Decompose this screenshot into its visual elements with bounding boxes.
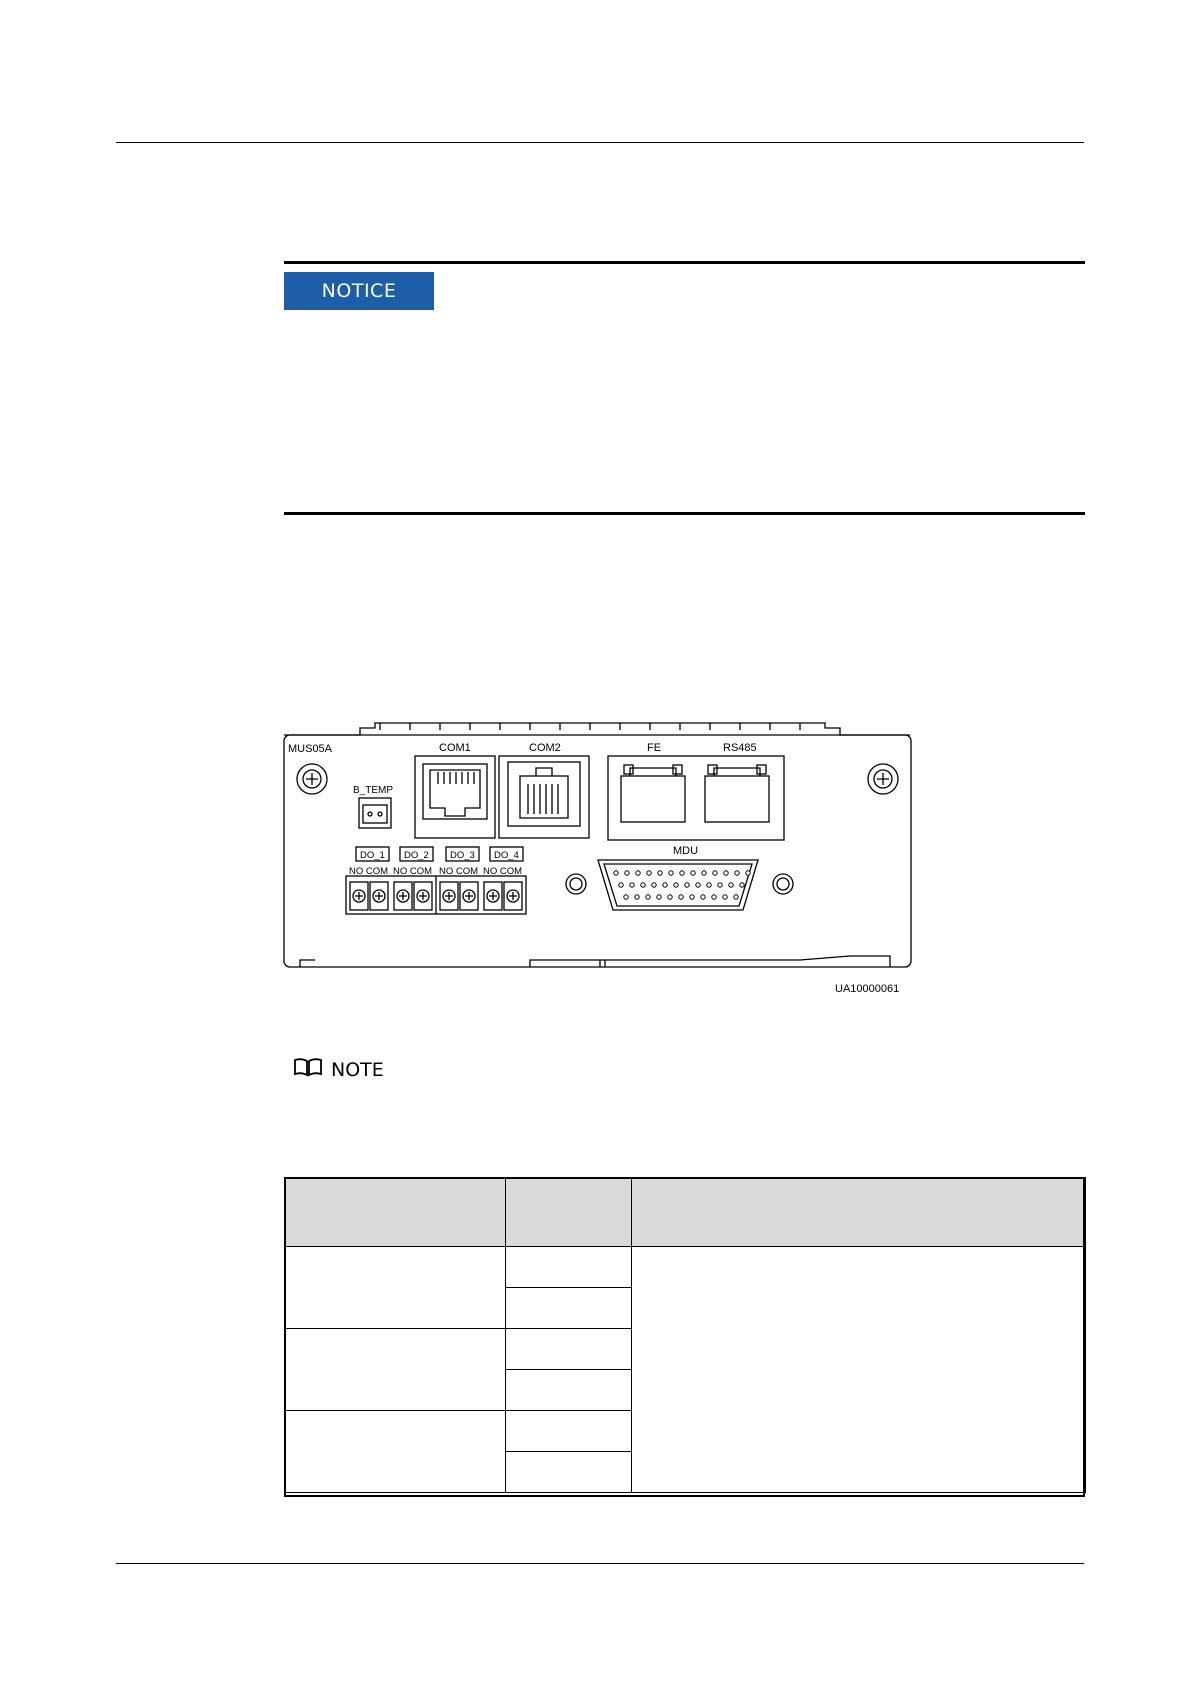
table-cell (506, 1452, 632, 1493)
com1-label: COM1 (439, 742, 471, 754)
table-cell (506, 1288, 632, 1329)
notice-badge (284, 272, 434, 310)
book-icon (293, 1057, 323, 1082)
table-cell (506, 1411, 632, 1452)
panel-top-edge (284, 723, 910, 735)
rs485-label: RS485 (723, 742, 757, 754)
table-cell (506, 1370, 632, 1411)
mdu-left-nut (566, 874, 586, 894)
table-cell (506, 1247, 632, 1288)
figure-code: UA10000061 (835, 983, 900, 995)
do3-label: DO_3 (450, 850, 475, 861)
table-row (285, 1247, 1086, 1288)
com1-port (415, 756, 495, 838)
table-cell (285, 1329, 506, 1411)
header-rule (116, 142, 1084, 143)
panel-bottom-rail (300, 956, 890, 967)
do4-label: DO_4 (494, 850, 519, 861)
mdu-right-nut (773, 874, 793, 894)
do2-pins: NO COM (393, 866, 433, 877)
b-temp-label: B_TEMP (353, 785, 394, 796)
table-header-cell (632, 1178, 1086, 1247)
table-header-row (285, 1178, 1086, 1247)
mdu-label: MDU (673, 845, 699, 857)
table-header-cell (285, 1178, 506, 1247)
do1-label: DO_1 (360, 850, 385, 861)
com2-label: COM2 (529, 742, 561, 754)
model-label: MUS05A (288, 743, 333, 755)
table-header-cell (506, 1178, 632, 1247)
do4-pins: NO COM (483, 866, 523, 877)
do1-pins: NO COM (349, 866, 389, 877)
table-cell (285, 1411, 506, 1493)
fe-port (621, 776, 685, 822)
rs485-port (705, 776, 769, 822)
do3-pins: NO COM (439, 866, 479, 877)
do2-label: DO_2 (404, 850, 429, 861)
note-label: NOTE (331, 1058, 384, 1081)
note-heading (293, 1057, 384, 1082)
table-cell (285, 1247, 506, 1329)
footer-rule (116, 1563, 1084, 1564)
notice-top-rule (284, 261, 1085, 264)
fe-label: FE (647, 742, 662, 754)
notice-label: NOTICE (321, 280, 397, 302)
port-table (284, 1177, 1086, 1493)
table-cell (632, 1247, 1086, 1493)
mus05a-panel-figure (280, 720, 920, 1010)
table-cell (506, 1329, 632, 1370)
notice-bottom-rule (284, 512, 1085, 515)
panel-ridge (380, 723, 800, 730)
